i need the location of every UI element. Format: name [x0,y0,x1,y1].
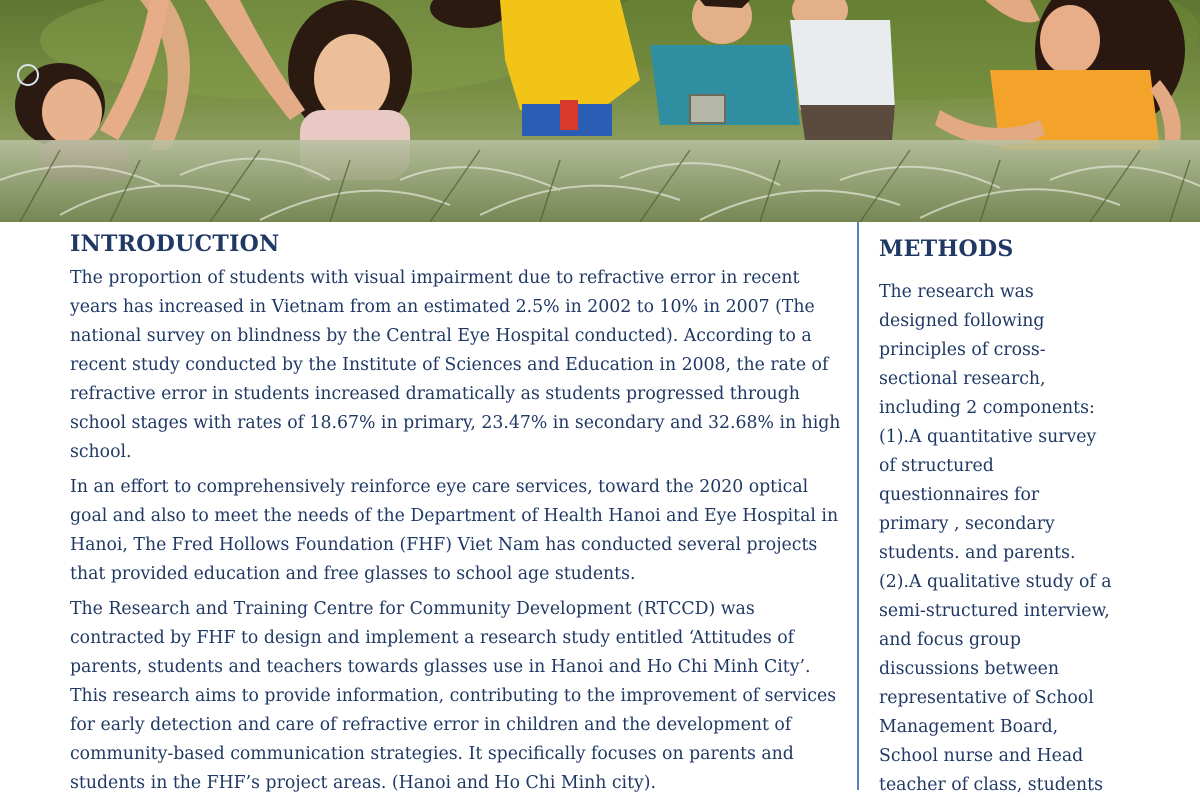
methods-line: semi-structured interview, [879,601,1110,621]
children-in-grass-photo [0,0,1200,222]
column-divider [857,222,859,790]
methods-line: Management Board, [879,717,1059,737]
methods-line: principles of cross- [879,340,1046,360]
methods-line: teacher of class, students [879,775,1103,795]
methods-line: (2).A qualitative study of a [879,572,1112,592]
methods-line: of structured [879,456,994,476]
header-banner-photo [0,0,1200,222]
methods-heading: METHODS [879,236,1014,262]
methods-line: School nurse and Head [879,746,1084,766]
methods-line: including 2 components: [879,398,1095,418]
methods-line: questionnaires for [879,485,1040,505]
methods-section [879,232,1139,800]
introduction-section [70,226,850,804]
methods-line: (1).A quantitative survey [879,427,1097,447]
methods-line: primary , secondary [879,514,1055,534]
child-white-shirt [790,0,895,140]
methods-line: The research was [879,282,1034,302]
introduction-heading: INTRODUCTION [70,231,280,257]
methods-line: and focus group [879,630,1021,650]
introduction-paragraph-2: In an effort to comprehensively reinforce eye care services, toward the 2020 optical goal and also to meet the needs of the Department of Health Hanoi and Eye Hospital in Hanoi, The Fred Hollows Foundation (FHF) Viet Nam has conducted several projects that provided education and free glasses to school age students. [70,477,839,584]
methods-line: students. and parents. [879,543,1076,563]
methods-text [879,278,1139,800]
introduction-paragraph-3: The Research and Training Centre for Community Development (RTCCD) was contracted by FHF to design and implement a research study entitled ‘Attitudes of parents, students and teachers towards glasses use in Hanoi and Ho Chi Minh City’. This research aims to provide information, contributing to the improvement of services for early detection and care of refractive error in children and the development of community-based communication strategies. It specifically focuses on parents and students in the FHF’s project areas. (Hanoi and Ho Chi Minh city). [70,599,837,793]
methods-line: representative of School [879,688,1094,708]
introduction-paragraph-1: The proportion of students with visual impairment due to refractive error in recent years has increased in Vietnam from an estimated 2.5% in 2002 to 10% in 2007 (The national survey on blindness by the Central Eye Hospital conducted). According to a recent study conducted by the Institute of Sciences and Education in 2008, the rate of refractive error in students increased dramatically as students progressed through school stages with rates of 18.67% in primary, 23.47% in secondary and 32.68% in high school. [70,268,841,462]
methods-line: discussions between [879,659,1060,679]
methods-line: sectional research, [879,369,1046,389]
methods-line: designed following [879,311,1045,331]
